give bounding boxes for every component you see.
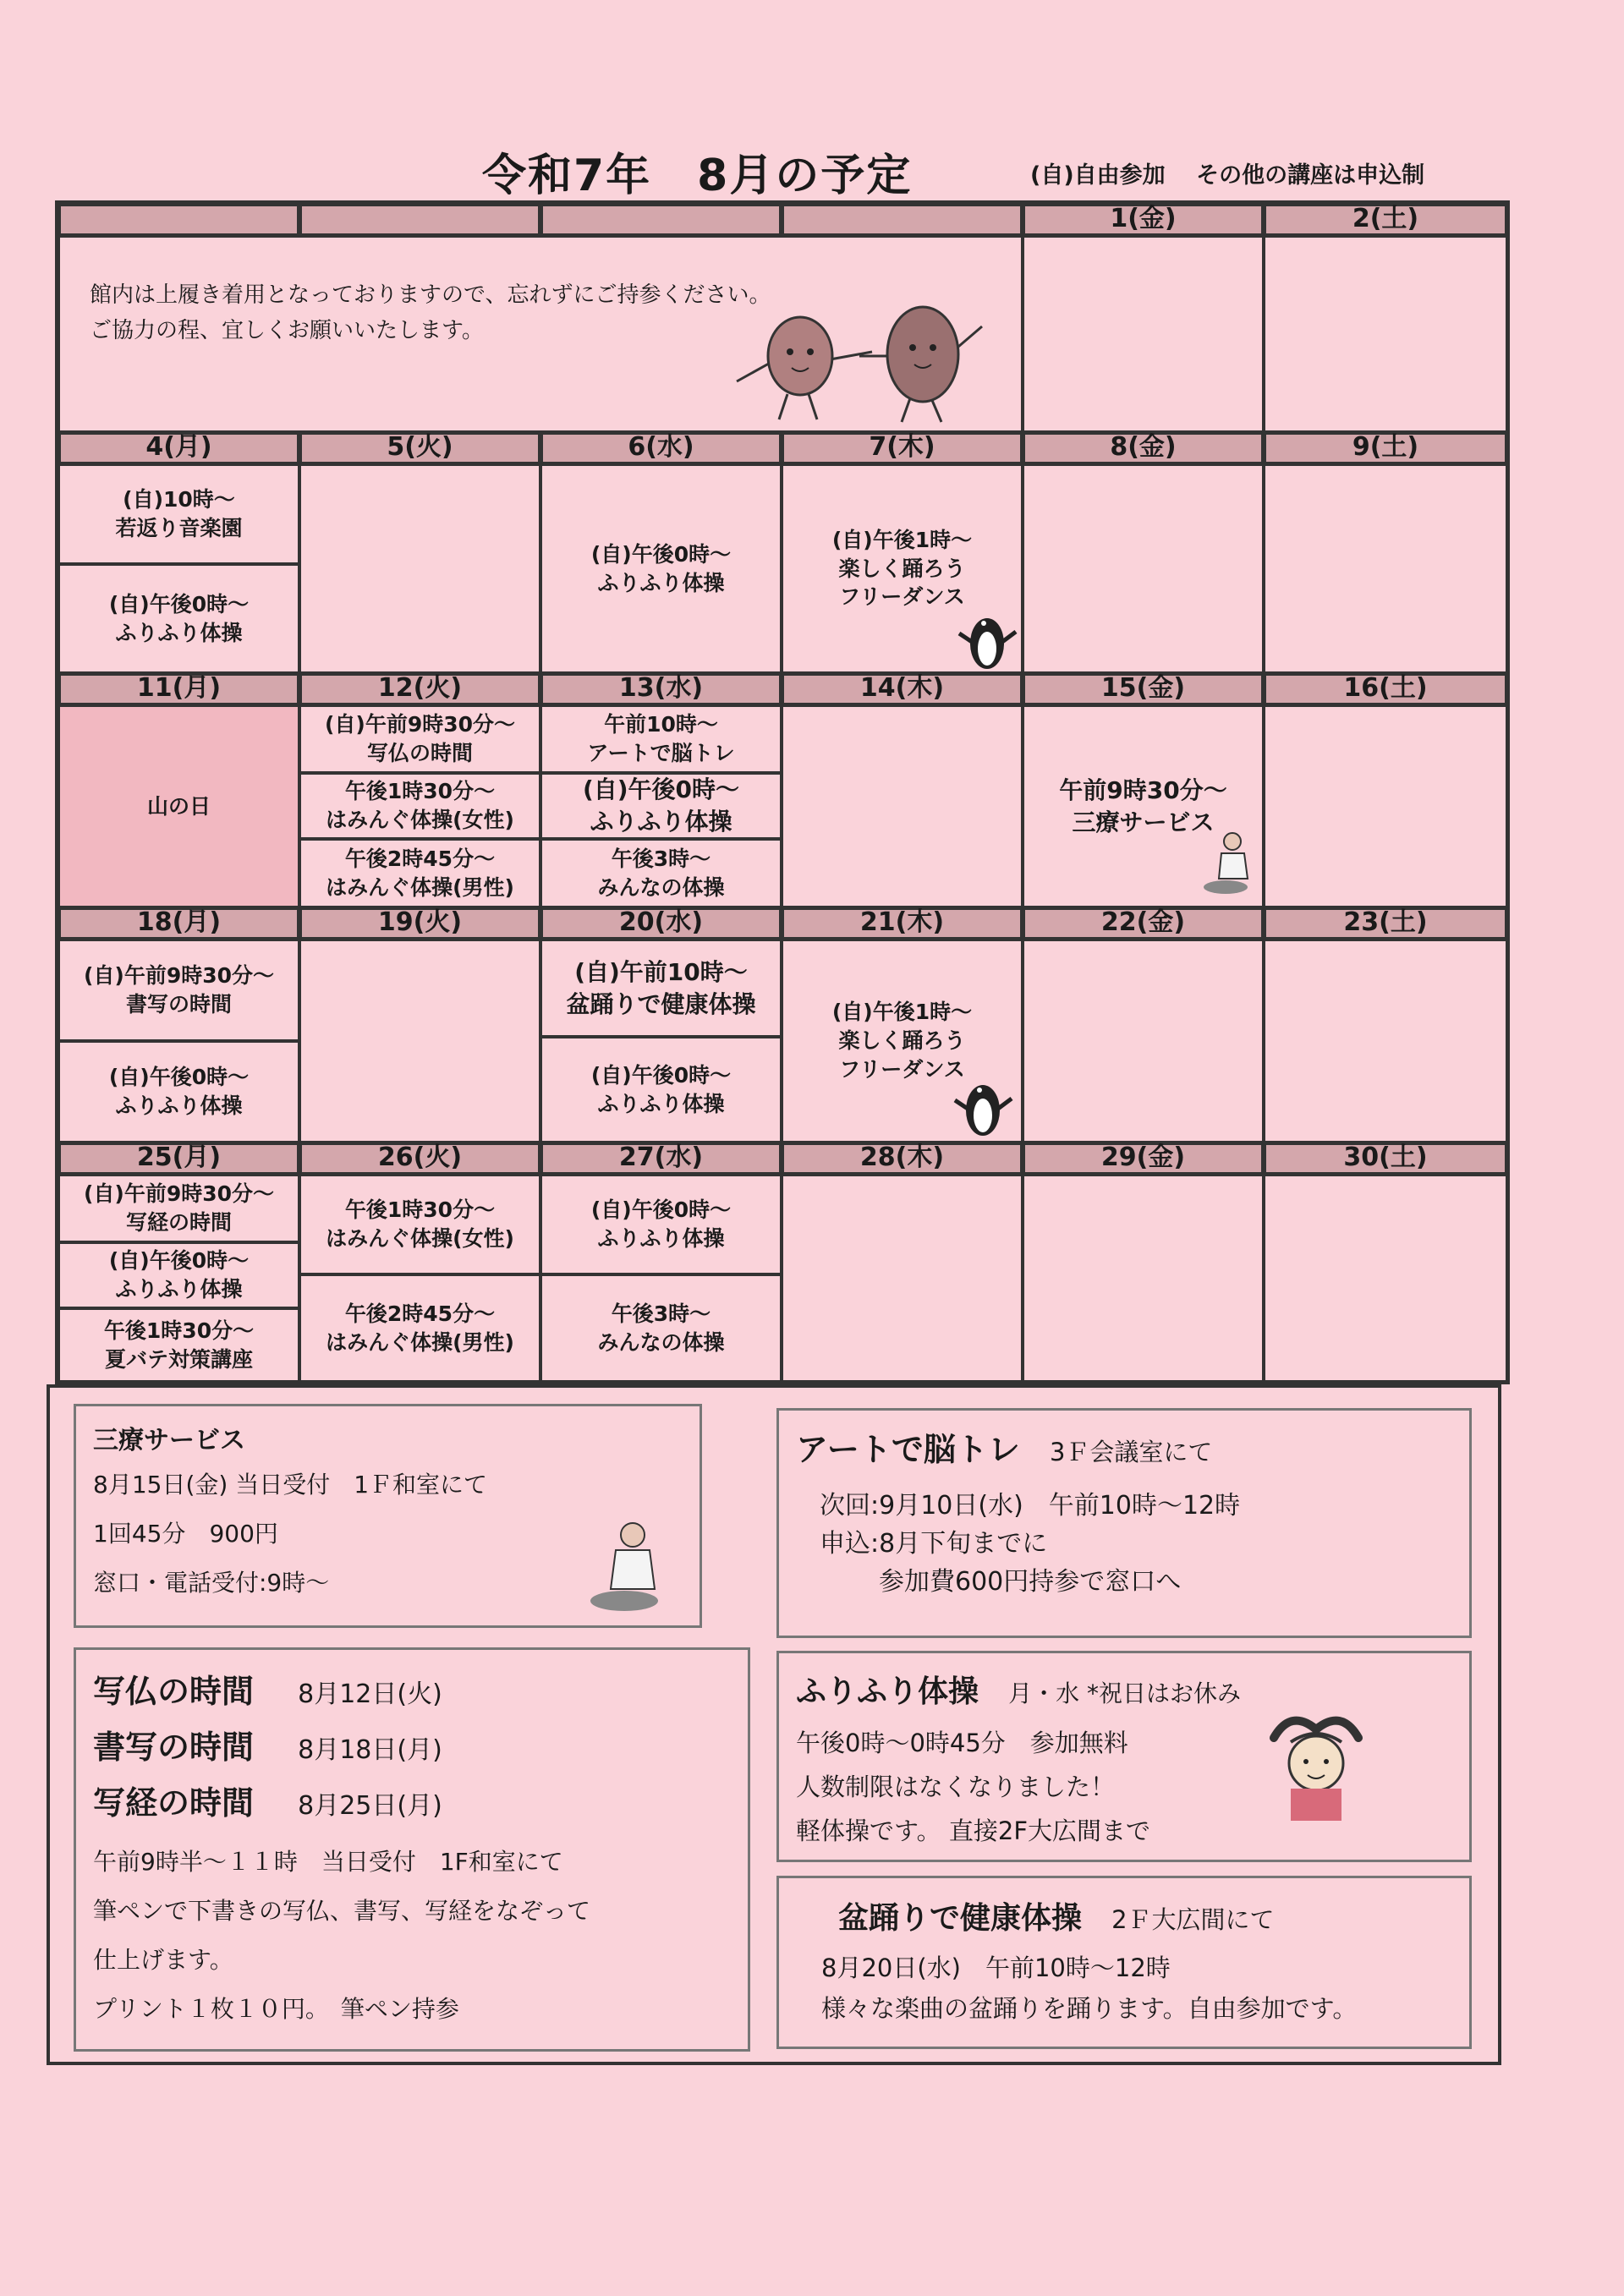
- massage-therapist-icon: [584, 1516, 677, 1618]
- event-6-furifuri: (自)午後0時～ ふりふり体操: [540, 464, 782, 673]
- panel-bon-title: 盆踊りで健康体操: [838, 1901, 1083, 1936]
- panel-shabutsu-title1: 写仏の時間: [93, 1673, 255, 1710]
- day-header-19: 19(火): [299, 907, 540, 940]
- day-header-14: 14(木): [782, 673, 1023, 705]
- penguin-dancer-icon: [951, 1075, 1015, 1139]
- day-cell-14: [782, 705, 1023, 907]
- day-header-9: 9(土): [1264, 432, 1507, 464]
- event-11-holiday: 山の日: [58, 705, 299, 907]
- panel-shabutsu-date1: 8月12日(火): [298, 1680, 442, 1709]
- event-4-music: (自)10時～ 若返り音楽園: [58, 464, 299, 564]
- panel-shabutsu-line4: プリント１枚１０円。 筆ペン持参: [93, 1995, 459, 2023]
- panel-shabutsu-line1: 午前9時半～１１時 当日受付 1F和室にて: [93, 1848, 563, 1876]
- day-header-11: 11(月): [58, 673, 299, 705]
- exercising-person-icon: [1257, 1704, 1375, 1822]
- event-4-furifuri: (自)午後0時～ ふりふり体操: [58, 564, 299, 673]
- panel-bon-line1: 8月20日(水) 午前10時～12時: [821, 1954, 1171, 1982]
- day-header-1: 1(金): [1023, 204, 1264, 236]
- blank-header: [782, 204, 1023, 236]
- day-header-29: 29(金): [1023, 1143, 1264, 1175]
- day-cell-29: [1023, 1175, 1264, 1382]
- event-20-bon: (自)午前10時～ 盆踊りで健康体操: [540, 940, 782, 1037]
- day-cell-5: [299, 464, 540, 673]
- day-header-8: 8(金): [1023, 432, 1264, 464]
- day-header-22: 22(金): [1023, 907, 1264, 940]
- blank-header: [58, 204, 299, 236]
- day-header-7: 7(木): [782, 432, 1023, 464]
- event-18-furifuri: (自)午後0時～ ふりふり体操: [58, 1041, 299, 1143]
- day-header-26: 26(火): [299, 1143, 540, 1175]
- panel-art-title: アートで脳トレ: [796, 1431, 1020, 1468]
- event-13-art: 午前10時～ アートで脳トレ: [540, 705, 782, 773]
- day-header-13: 13(水): [540, 673, 782, 705]
- panel-sanryo-line3: 窓口・電話受付:9時～: [93, 1569, 330, 1597]
- day-cell-2: [1264, 236, 1507, 432]
- panel-shosha-title: 書写の時間: [93, 1729, 255, 1766]
- panel-furifuri: [776, 1651, 1472, 1862]
- day-cell-23: [1264, 940, 1507, 1143]
- panel-bon-place: 2Ｆ大広間にて: [1111, 1905, 1275, 1934]
- day-cell-19: [299, 940, 540, 1143]
- massage-therapist-icon: [1200, 830, 1259, 897]
- day-header-15: 15(金): [1023, 673, 1264, 705]
- panel-shabutsu-line2: 筆ペンで下書きの写仏、書写、写経をなぞって: [93, 1897, 591, 1925]
- panel-art: [776, 1408, 1472, 1638]
- day-header-21: 21(木): [782, 907, 1023, 940]
- event-12-shabutsu: (自)午前9時30分～ 写仏の時間: [299, 705, 540, 773]
- event-27-minna: 午後3時～ みんなの体操: [540, 1274, 782, 1382]
- day-cell-9: [1264, 464, 1507, 673]
- event-21-dance: (自)午後1時～ 楽しく踊ろう フリーダンス: [782, 940, 1023, 1143]
- day-header-4: 4(月): [58, 432, 299, 464]
- day-header-12: 12(火): [299, 673, 540, 705]
- panel-shosha-date: 8月18日(月): [298, 1735, 442, 1765]
- day-cell-22: [1023, 940, 1264, 1143]
- panel-art-line1: 次回:9月10日(水) 午前10時～12時: [820, 1491, 1241, 1521]
- day-cell-28: [782, 1175, 1023, 1382]
- day-header-16: 16(土): [1264, 673, 1507, 705]
- mascot-characters-icon: [711, 280, 1016, 424]
- day-header-2: 2(土): [1264, 204, 1507, 236]
- day-header-5: 5(火): [299, 432, 540, 464]
- event-12-humming-men: 午後2時45分～ はみんぐ体操(男性): [299, 839, 540, 907]
- day-header-20: 20(水): [540, 907, 782, 940]
- event-27-furifuri: (自)午後0時～ ふりふり体操: [540, 1175, 782, 1274]
- day-cell-16: [1264, 705, 1507, 907]
- panel-shabutsu-line3: 仕上げます。: [93, 1946, 233, 1974]
- day-header-25: 25(月): [58, 1143, 299, 1175]
- page-subtitle: (自)自由参加 その他の講座は申込制: [1030, 162, 1425, 189]
- day-cell-8: [1023, 464, 1264, 673]
- day-header-27: 27(水): [540, 1143, 782, 1175]
- event-18-shosha: (自)午前9時30分～ 書写の時間: [58, 940, 299, 1041]
- panel-furifuri-line2: 人数制限はなくなりました！: [796, 1773, 1116, 1801]
- event-26-humming-women: 午後1時30分～ はみんぐ体操(女性): [299, 1175, 540, 1274]
- day-cell-1: [1023, 236, 1264, 432]
- event-25-shakyo: (自)午前9時30分～ 写経の時間: [58, 1175, 299, 1242]
- blank-header: [540, 204, 782, 236]
- event-15-sanryo: 午前9時30分～ 三療サービス: [1023, 705, 1264, 907]
- notice-cell: [58, 236, 1023, 432]
- panel-art-place: 3Ｆ会議室にて: [1049, 1438, 1213, 1466]
- day-header-30: 30(土): [1264, 1143, 1507, 1175]
- event-26-humming-men: 午後2時45分～ はみんぐ体操(男性): [299, 1274, 540, 1382]
- panel-furifuri-line3: 軽体操です。 直接2F大広間まで: [796, 1817, 1151, 1845]
- panel-sanryo-line1: 8月15日(金) 当日受付 1Ｆ和室にて: [93, 1471, 488, 1499]
- panel-furifuri-title: ふりふり体操: [796, 1674, 979, 1709]
- event-7-dance: (自)午後1時～ 楽しく踊ろう フリーダンス: [782, 464, 1023, 673]
- panel-sanryo: [74, 1404, 702, 1628]
- event-13-minna: 午後3時～ みんなの体操: [540, 839, 782, 907]
- panel-sanryo-line2: 1回45分 900円: [93, 1520, 278, 1548]
- event-12-humming-women: 午後1時30分～ はみんぐ体操(女性): [299, 773, 540, 839]
- notice-text: 館内は上履き着用となっておりますので、忘れずにご持参ください。 ご協力の程、宜しくお願いいたします。: [90, 282, 771, 343]
- panel-shabutsu: [74, 1647, 750, 2052]
- blank-header: [299, 204, 540, 236]
- day-cell-30: [1264, 1175, 1507, 1382]
- event-13-furifuri: (自)午後0時～ ふりふり体操: [540, 773, 782, 839]
- panel-furifuri-note: 月・水 *祝日はお休み: [1008, 1680, 1242, 1707]
- day-header-23: 23(土): [1264, 907, 1507, 940]
- day-header-18: 18(月): [58, 907, 299, 940]
- event-25-furifuri: (自)午後0時～ ふりふり体操: [58, 1242, 299, 1308]
- panel-furifuri-line1: 午後0時～0時45分 参加無料: [796, 1729, 1128, 1757]
- page-title: 令和7年 8月の予定: [482, 151, 913, 201]
- calendar-grid: [55, 200, 1510, 1384]
- panel-art-line2: 申込:8月下旬までに: [820, 1529, 1048, 1559]
- day-header-28: 28(木): [782, 1143, 1023, 1175]
- event-20-furifuri: (自)午後0時～ ふりふり体操: [540, 1037, 782, 1143]
- day-header-6: 6(水): [540, 432, 782, 464]
- event-25-natsubate: 午後1時30分～ 夏バテ対策講座: [58, 1308, 299, 1382]
- panel-shakyo-title: 写経の時間: [93, 1784, 255, 1822]
- penguin-dancer-icon: [955, 608, 1019, 672]
- panel-sanryo-title: 三療サービス: [93, 1426, 245, 1455]
- panel-bon-line2: 様々な楽曲の盆踊りを踊ります。自由参加です。: [821, 1994, 1358, 2023]
- panel-bon: [776, 1876, 1472, 2049]
- panel-art-line3: 参加費600円持参で窓口へ: [879, 1567, 1182, 1597]
- panel-shakyo-date: 8月25日(月): [298, 1791, 442, 1821]
